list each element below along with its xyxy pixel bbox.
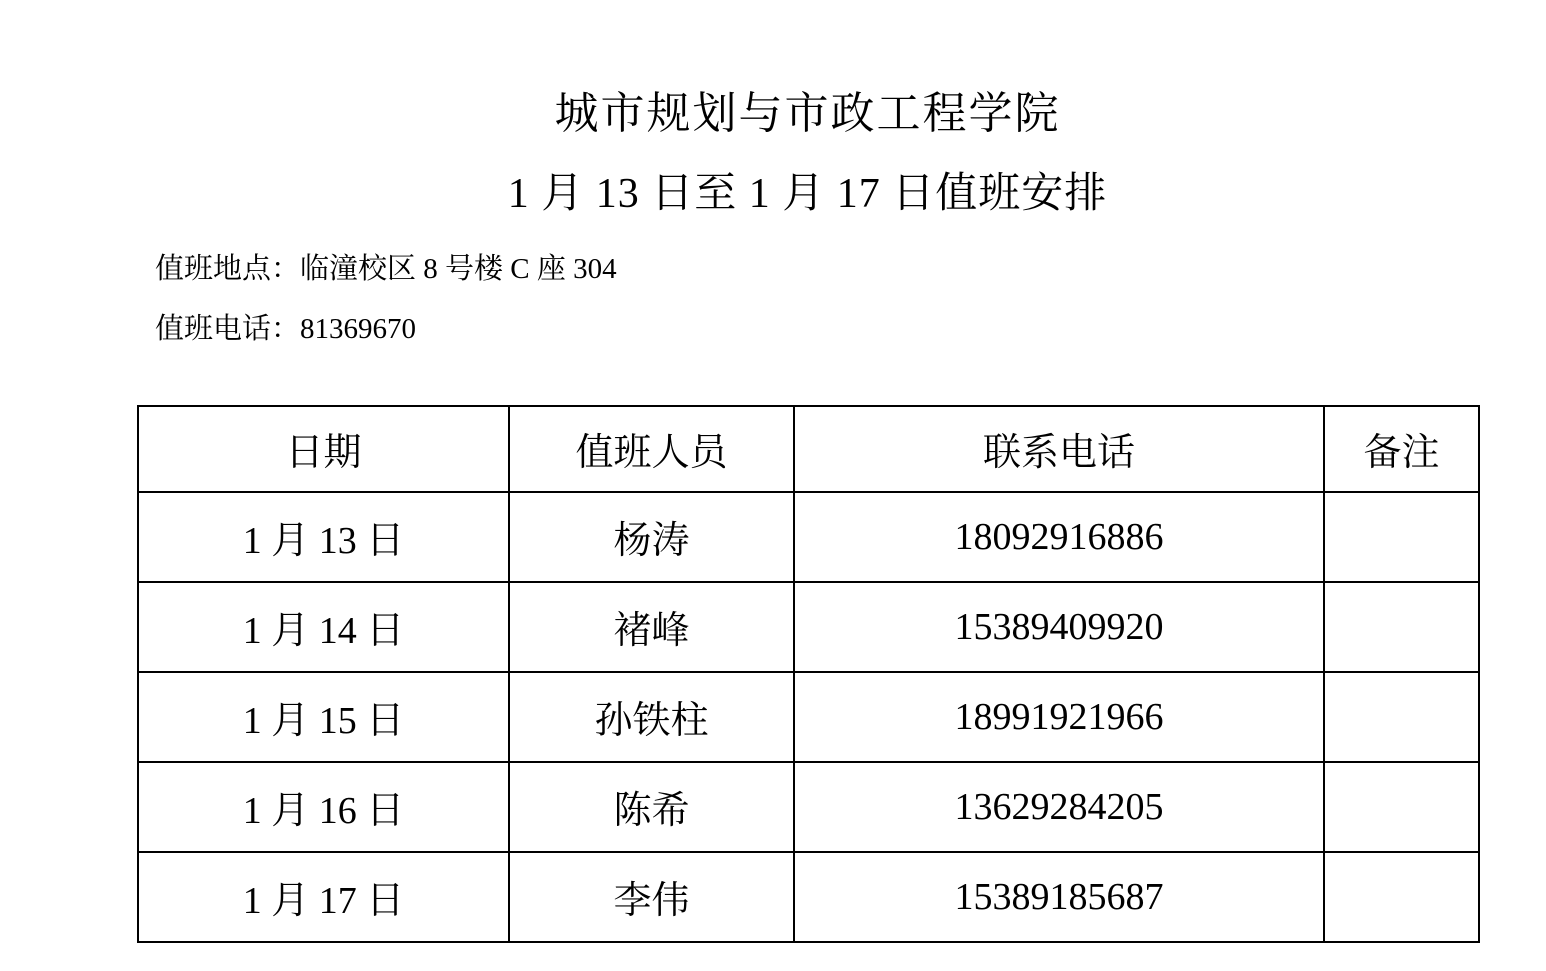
cell-note [1324,492,1479,582]
table-row [138,672,1479,762]
page-subtitle: 1 月 13 日至 1 月 17 日值班安排 [507,170,1108,217]
cell-phone: 15389185687 [794,852,1324,942]
cell-date: 1 月 17 日 [138,852,509,942]
cell-note [1324,762,1479,852]
cell-phone: 18991921966 [794,672,1324,762]
duty-schedule-document [137,0,1478,943]
cell-person: 杨涛 [509,492,794,582]
cell-note [1324,852,1479,942]
table-row [138,852,1479,942]
table-row [138,762,1479,852]
duty-schedule-table [137,405,1480,943]
cell-phone: 15389409920 [794,582,1324,672]
duty-phone-line: 值班电话：81369670 [155,312,417,345]
cell-date: 1 月 13 日 [138,492,509,582]
duty-location-line: 值班地点：临潼校区 8 号楼 C 座 304 [155,253,617,286]
cell-person: 褚峰 [509,582,794,672]
cell-date: 1 月 14 日 [138,582,509,672]
cell-phone: 18092916886 [794,492,1324,582]
cell-person: 陈希 [509,762,794,852]
cell-person: 孙铁柱 [509,672,794,762]
cell-note [1324,672,1479,762]
cell-date: 1 月 16 日 [138,762,509,852]
page-title: 城市规划与市政工程学院 [554,89,1061,138]
header-phone: 联系电话 [794,406,1324,492]
header-date: 日期 [138,406,509,492]
header-person: 值班人员 [509,406,794,492]
table-row [138,582,1479,672]
cell-note [1324,582,1479,672]
table-header-row [138,406,1479,492]
table-row [138,492,1479,582]
cell-phone: 13629284205 [794,762,1324,852]
header-note: 备注 [1324,406,1479,492]
cell-date: 1 月 15 日 [138,672,509,762]
cell-person: 李伟 [509,852,794,942]
